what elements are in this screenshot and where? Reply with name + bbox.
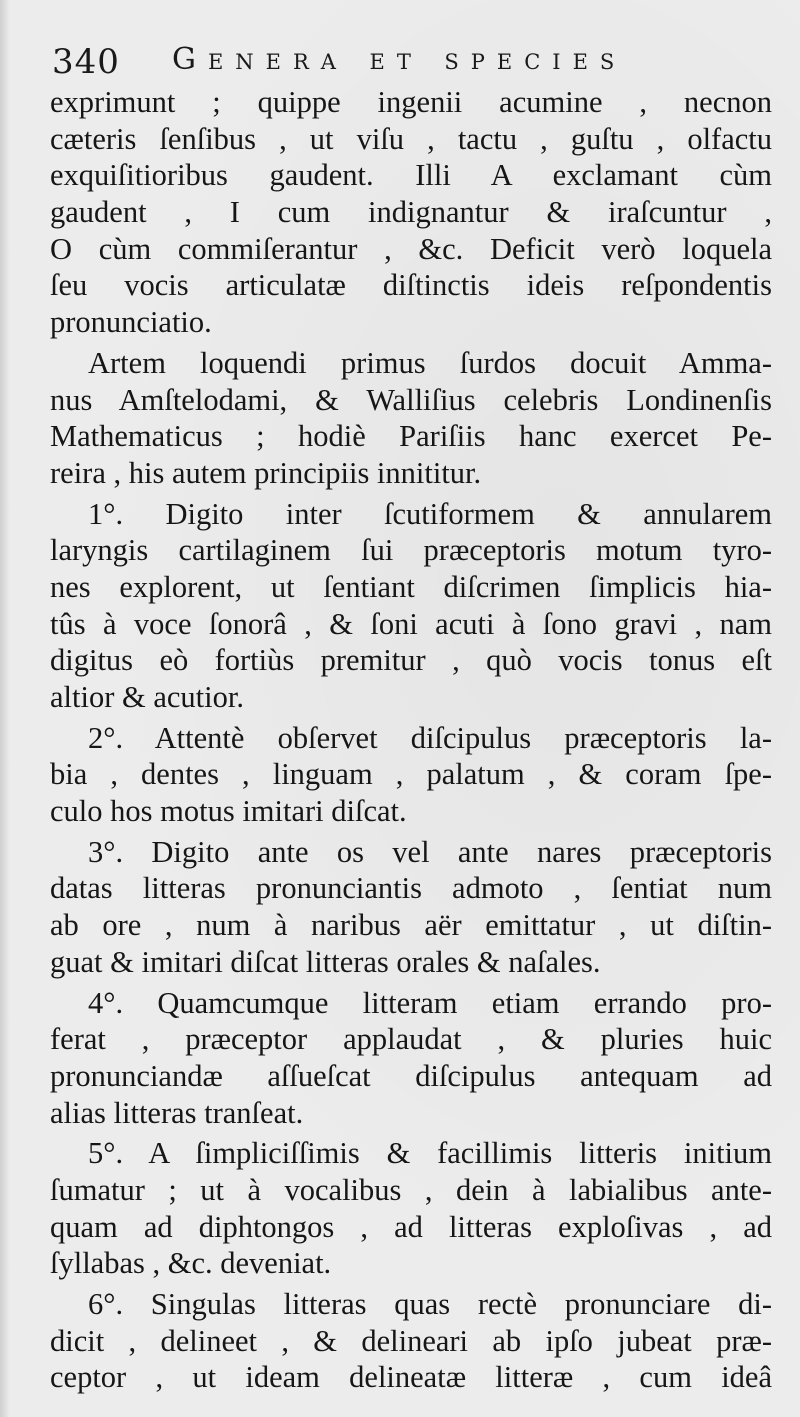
- text-line: 3°. Digito ante os vel ante nares præceptoris: [88, 834, 772, 869]
- text-line: O cùm commiſerantur , &c. Deficit verò loquela: [50, 231, 772, 266]
- text-line: Artem loquendi primus ſurdos docuit Amma-: [88, 345, 772, 380]
- paragraph: [50, 496, 772, 716]
- text-line: nes explorent, ut ſentiant diſcrimen ſimplicis hia-: [50, 569, 772, 604]
- text-line: digitus eò fortiùs premitur , quò vocis tonus eſt: [50, 643, 772, 678]
- text-line: 4°. Quamcumque litteram etiam errando pro-: [88, 985, 772, 1020]
- running-head: Genera et species: [172, 42, 627, 77]
- paragraph: [50, 84, 772, 341]
- text-line: 5°. A ſimpliciſſimis & facillimis litteris initium: [88, 1136, 772, 1171]
- text-line: Mathematicus ; hodiè Pariſiis hanc exercet Pe-: [50, 419, 772, 454]
- text-line: ſeu vocis articulatæ diſtinctis ideis reſpondentis: [50, 268, 772, 303]
- page-number: 340: [52, 42, 120, 82]
- paragraph: [50, 834, 772, 981]
- text-line: ſumatur ; ut à vocalibus , dein à labialibus ante-: [50, 1172, 772, 1207]
- text-line: ab ore , num à naribus aër emittatur , ut diſtin-: [50, 908, 772, 943]
- paragraph: [50, 345, 772, 492]
- text-line: gaudent , I cum indignantur & iraſcuntur ,: [50, 195, 772, 230]
- text-line: ceptor , ut ideam delineatæ litteræ , cum ideâ: [50, 1360, 772, 1395]
- text-line: pronunciatio.: [50, 305, 212, 340]
- text-line: quam ad diphtongos , ad litteras exploſivas , ad: [50, 1209, 772, 1244]
- text-line: ferat , præceptor applaudat , & pluries huic: [50, 1022, 772, 1057]
- text-line: nus Amſtelodami, & Walliſius celebris Londinenſis: [50, 382, 772, 417]
- paragraph: [50, 985, 772, 1132]
- page-header: [52, 40, 772, 90]
- text-line: 2°. Attentè obſervet diſcipulus præceptoris la-: [88, 720, 772, 755]
- text-line: cæteris ſenſibus , ut viſu , tactu , guſtu , olfactu: [50, 121, 772, 156]
- page-edge-shadow: [0, 0, 10, 1417]
- text-line: laryngis cartilaginem ſui præceptoris motum tyro-: [50, 533, 772, 568]
- text-line: tûs à voce ſonorâ , & ſoni acuti à ſono gravi , nam: [50, 606, 772, 641]
- text-line: guat & imitari diſcat litteras orales & naſales.: [50, 944, 601, 979]
- text-line: reira , his autem principiis innititur.: [50, 455, 482, 490]
- paragraph: [50, 1286, 772, 1396]
- text-line: culo hos motus imitari diſcat.: [50, 794, 407, 829]
- text-line: altior & acutior.: [50, 680, 244, 714]
- text-line: pronunciandæ aſſueſcat diſcipulus antequam ad: [50, 1058, 772, 1093]
- text-line: bia , dentes , linguam , palatum , & coram ſpe-: [50, 757, 772, 792]
- text-line: alias litteras tranſeat.: [50, 1095, 304, 1130]
- text-line: 1°. Digito inter ſcutiformem & annularem: [88, 496, 772, 531]
- paragraph: [50, 720, 772, 830]
- paragraph: [50, 1135, 772, 1282]
- text-line: exprimunt ; quippe ingenii acumine , necnon: [50, 85, 772, 119]
- text-line: dicit , delineet , & delineari ab ipſo jubeat præ-: [50, 1323, 772, 1358]
- text-line: 6°. Singulas litteras quas rectè pronunciare di-: [88, 1287, 772, 1321]
- text-line: ſyllabas , &c. deveniat.: [50, 1246, 332, 1281]
- body-text: [50, 84, 772, 1396]
- text-line: exquiſitioribus gaudent. Illi A exclamant cùm: [50, 158, 772, 193]
- text-line: datas litteras pronunciantis admoto , ſentiat num: [50, 871, 772, 906]
